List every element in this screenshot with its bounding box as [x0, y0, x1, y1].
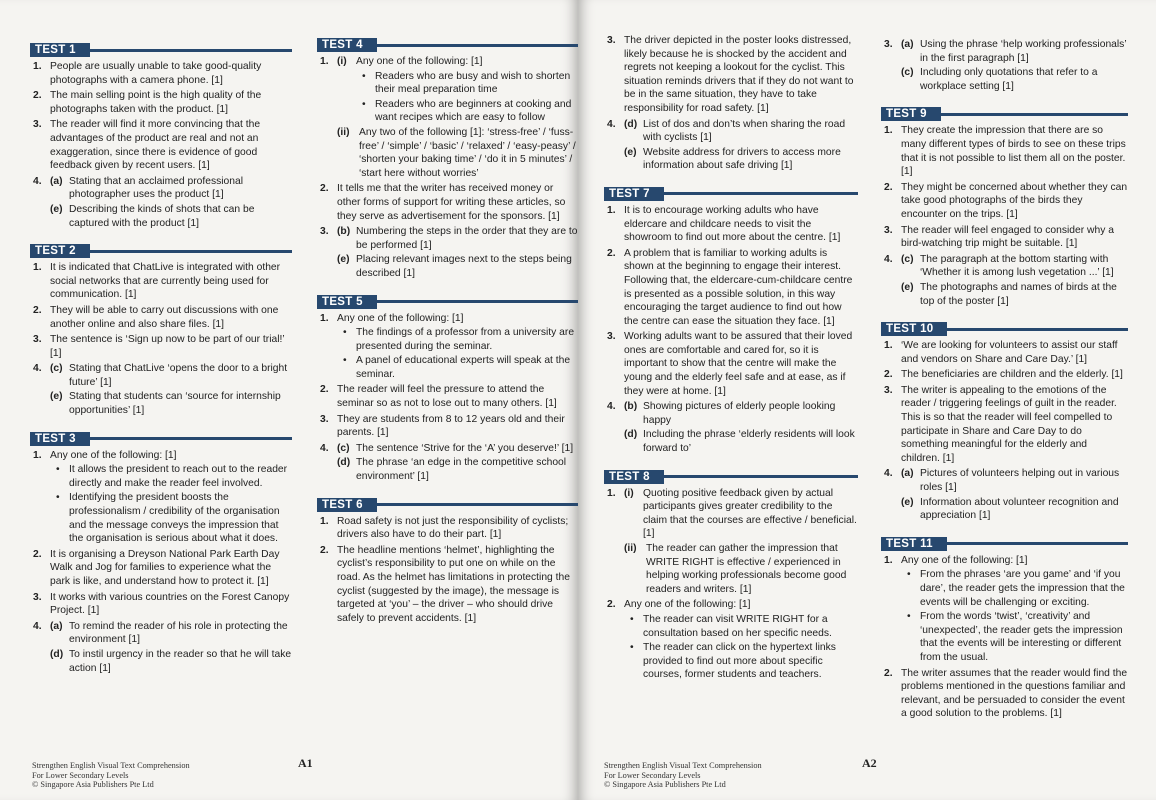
sub-answer	[901, 281, 1128, 308]
sub-answer-text: Pictures of volunteers helping out in various roles [1]	[920, 468, 1120, 494]
sub-answer	[624, 146, 858, 173]
left-column-1	[30, 43, 292, 689]
test-label: TEST 2	[30, 244, 90, 258]
sub-answer	[901, 496, 1128, 523]
answer-text: The writer is appealing to the emotions of the reader / triggering feelings of guilt in the reader. This is so that the reader will feel compelled to participate in Share and Care Day to do something meaningful for the elderly and children. [1]	[901, 384, 1117, 464]
question-item	[30, 60, 292, 87]
answer-text: They might be concerned about whether they can take good photographs of the birds they encounter on the trips. [1]	[901, 181, 1128, 220]
option-label: (ii)	[624, 543, 637, 554]
option-label: (e)	[901, 496, 914, 508]
footer-line: For Lower Secondary Levels	[604, 770, 701, 780]
sub-answer-text: Using the phrase ‘help working professionals’ in the first paragraph [1]	[920, 39, 1127, 64]
header-rule	[90, 437, 292, 440]
sub-answer-text: Website address for drivers to access more information about safe driving [1]	[643, 146, 841, 172]
question-number: 2.	[607, 599, 616, 611]
footer-line: Strengthen English Visual Text Comprehension	[604, 761, 762, 771]
answer-text: The headline mentions ‘helmet’, highlighting the cyclist’s responsibility to put one on while on the road. As the helmet has limitations in protecting the cyclist (suggested by the image), the message is targeted at ‘you’ – the driver – who should drive safely to prevent accidents. [1]	[337, 544, 570, 624]
answer-text: A problem that is familiar to working adults is shown at the beginning to engage their interest. Following that, the eldercare-cum-childcare centre is presented as a possible solution, in this way encouraging the target audience to find out how the centre can ease the situation they face. [1]	[624, 247, 853, 327]
sub-answer-text: List of dos and don’ts when sharing the road with cyclists [1]	[643, 118, 846, 144]
question-number: 1.	[33, 61, 42, 72]
question-item	[317, 182, 578, 223]
question-item	[30, 89, 292, 116]
question-item	[604, 247, 858, 329]
answer-text: Any one of the following: [1]	[901, 554, 1028, 566]
option-label: (i)	[337, 56, 347, 67]
question-number: 3.	[884, 384, 893, 396]
answer-text: Any one of the following: [1]	[337, 312, 464, 324]
test-header	[604, 470, 858, 484]
option-label: (e)	[901, 281, 914, 293]
footer-line: © Singapore Asia Publishers Pte Ltd	[604, 780, 726, 790]
test-header	[881, 322, 1128, 336]
question-number: 3.	[607, 331, 616, 343]
question-number: 4.	[884, 253, 893, 265]
question-number: 4.	[884, 468, 893, 480]
test-label: TEST 3	[30, 432, 90, 446]
footer-right	[604, 761, 762, 790]
answer-text: It is indicated that ChatLive is integrated with other social networks that are currently being used for communication. [1]	[50, 262, 281, 301]
question-number: 3.	[33, 591, 42, 603]
answer-text: The reader will feel the pressure to attend the seminar so as not to lose out to many others. [1]	[337, 384, 557, 410]
page-a2	[578, 0, 1156, 800]
bullet-item: • The reader can click on the hypertext links provided to find out more about specific courses, former students and teachers.	[643, 641, 858, 682]
test-header	[30, 244, 292, 258]
bullet-list	[901, 568, 1128, 664]
bullet-item: • From the words ‘twist’, ‘creativity’ and ‘unexpected’, the reader gets the impression that the events will be interesting or different from the usual.	[920, 610, 1128, 664]
sub-answer-text: The sentence ‘Strive for the ‘A’ you deserve!’ [1]	[356, 442, 574, 454]
sub-answer-text: Stating that students can ‘source for internship opportunities’ [1]	[69, 391, 281, 417]
test-section	[881, 38, 1128, 93]
question-number: 2.	[320, 384, 329, 396]
option-label: (e)	[624, 146, 637, 158]
test-header	[317, 498, 578, 512]
sub-answer	[901, 66, 1128, 93]
question-item	[604, 118, 858, 173]
answer-text: The beneficiaries are children and the elderly. [1]	[901, 369, 1123, 381]
question-item	[317, 225, 578, 280]
option-label: (c)	[337, 442, 350, 454]
option-label: (e)	[337, 254, 350, 266]
footer-left	[32, 761, 190, 790]
sub-answer	[337, 442, 578, 456]
question-item	[317, 55, 578, 180]
option-label: (c)	[50, 363, 63, 375]
question-item	[881, 368, 1128, 382]
question-item	[317, 413, 578, 440]
question-item	[317, 442, 578, 484]
question-item	[30, 620, 292, 675]
question-number: 3.	[33, 334, 42, 346]
header-rule	[941, 113, 1128, 116]
question-number: 1.	[884, 340, 893, 352]
test-header	[30, 432, 292, 446]
question-number: 4.	[33, 620, 42, 632]
question-item	[30, 261, 292, 302]
question-number: 1.	[607, 487, 616, 499]
header-rule	[947, 328, 1128, 331]
header-rule	[947, 542, 1128, 545]
header-rule	[377, 44, 578, 47]
sub-answer-text: Numbering the steps in the order that they are to be performed [1]	[356, 226, 578, 251]
bullet-item: • It allows the president to reach out to the reader directly and make the reader feel involved.	[69, 463, 292, 490]
question-item	[604, 330, 858, 398]
header-rule	[90, 49, 292, 52]
test-section	[317, 295, 578, 484]
sub-answer	[50, 620, 292, 647]
answer-text: It works with various countries on the Forest Canopy Project. [1]	[50, 591, 290, 617]
test-label: TEST 8	[604, 470, 664, 484]
bullet-item: • Readers who are beginners at cooking and want recipes which are easy to follow	[375, 98, 578, 125]
answer-text: They are students from 8 to 12 years old and their parents. [1]	[337, 413, 565, 439]
question-number: 3.	[320, 226, 329, 238]
question-item	[30, 548, 292, 589]
option-label: (a)	[50, 620, 63, 632]
bullet-item: • Readers who are busy and wish to shorten their meal preparation time	[375, 70, 578, 97]
sub-answer	[624, 400, 858, 427]
question-number: 4.	[33, 363, 42, 375]
test-label: TEST 5	[317, 295, 377, 309]
test-label: TEST 1	[30, 43, 90, 57]
answer-text: The driver depicted in the poster looks distressed, likely because he is shocked by the accident and regrets not keeping a lookout for the cyclist. This situation reminds drivers that if they do not want to be in the same situation, they have to take responsibility for road safety. [1]	[624, 35, 854, 114]
sub-answer-text: To remind the reader of his role in protecting the environment [1]	[69, 620, 288, 646]
question-item	[317, 515, 578, 542]
sub-answer-text: Describing the kinds of shots that can be captured with the product [1]	[69, 203, 255, 229]
sub-answer	[901, 38, 1128, 65]
question-item	[881, 467, 1128, 522]
footer-line: © Singapore Asia Publishers Pte Ltd	[32, 780, 154, 790]
test-section	[317, 498, 578, 626]
test-section	[30, 43, 292, 230]
right-column-1	[604, 32, 858, 696]
option-label: (a)	[50, 175, 63, 187]
test-section	[317, 38, 578, 281]
question-number: 2.	[320, 183, 329, 195]
sub-answer-text: Including the phrase ‘elderly residents will look forward to’	[643, 429, 855, 455]
option-label: (e)	[50, 391, 63, 403]
option-label: (b)	[337, 226, 351, 238]
sub-answer	[624, 487, 858, 541]
test-section	[30, 432, 292, 676]
sub-answer	[50, 648, 292, 675]
sub-answer	[337, 253, 578, 280]
page-number: A1	[298, 756, 313, 770]
option-label: (e)	[50, 203, 63, 215]
sub-answer-text: The reader can gather the impression that WRITE RIGHT is effective / experienced in helping working professionals become good readers and writers. [1]	[646, 543, 847, 595]
sub-answer	[901, 467, 1128, 494]
question-number: 2.	[320, 544, 329, 556]
question-number: 3.	[607, 35, 616, 46]
footer-line: Strengthen English Visual Text Comprehension	[32, 761, 190, 771]
question-number: 1.	[320, 515, 329, 527]
sub-answer	[624, 118, 858, 145]
question-number: 2.	[884, 181, 893, 193]
question-item	[881, 124, 1128, 178]
question-item	[604, 598, 858, 682]
test-header	[30, 43, 292, 57]
footer-line: For Lower Secondary Levels	[32, 770, 129, 780]
question-item	[317, 544, 578, 626]
sub-answer-text: Quoting positive feedback given by actual participants gives greater credibility to the claim that the courses are effective / beneficial. [1]	[643, 487, 857, 540]
bullet-item: • From the phrases ‘are you game’ and ‘if you dare’, the reader gets the impression that the events will be challenging or exciting.	[920, 568, 1128, 609]
sub-answer-text: Stating that ChatLive ‘opens the door to a bright future’ [1]	[69, 363, 288, 388]
question-item	[881, 224, 1128, 251]
test-section	[881, 537, 1128, 721]
sub-answer	[337, 55, 578, 125]
question-number: 2.	[33, 304, 42, 316]
question-number: 3.	[884, 224, 893, 236]
question-number: 2.	[884, 369, 893, 381]
option-label: (ii)	[337, 126, 350, 138]
question-number: 1.	[607, 204, 616, 216]
question-number: 2.	[33, 548, 42, 560]
question-item	[881, 38, 1128, 93]
question-item	[604, 34, 858, 116]
question-number: 2.	[607, 247, 616, 259]
question-number: 4.	[607, 118, 616, 130]
answer-text: The writer assumes that the reader would find the problems mentioned in the questions familiar and relevant, and be persuaded to consider the event a good solution to the problems. [1]	[901, 667, 1128, 720]
sub-answer-text: Information about volunteer recognition and appreciation [1]	[920, 496, 1119, 522]
test-header	[317, 295, 578, 309]
question-number: 3.	[320, 413, 329, 425]
test-header	[881, 537, 1128, 551]
question-item	[881, 554, 1128, 665]
answer-text: ‘We are looking for volunteers to assist our staff and vendors on Share and Care Day.’ [1]	[901, 340, 1118, 365]
sub-answer-text: Including only quotations that refer to a workplace setting [1]	[920, 67, 1098, 92]
sub-answer-text: Stating that an acclaimed professional photographer uses the product [1]	[69, 175, 244, 201]
sub-answer-text: Showing pictures of elderly people looking happy	[643, 401, 836, 426]
sub-answer	[50, 203, 292, 230]
question-item	[30, 591, 292, 618]
answer-text: It tells me that the writer has received money or other forms of support for writing these articles, so they serve as advertisement for the sponsors. [1]	[337, 183, 566, 222]
answer-text: It is organising a Dreyson National Park Earth Day Walk and Jog for families to experience what the park is like, and understand how to protect it. [1]	[50, 548, 280, 587]
question-number: 1.	[320, 56, 329, 67]
question-item	[30, 333, 292, 360]
sub-answer-text: The phrase ‘an edge in the competitive school environment’ [1]	[356, 457, 567, 483]
option-label: (d)	[50, 648, 64, 660]
answer-text: It is to encourage working adults who have eldercare and childcare needs to visit the showroom to find out more about the centre. [1]	[624, 204, 841, 244]
sub-answer-text: To instil urgency in the reader so that he will take action [1]	[69, 648, 292, 674]
question-item	[30, 449, 292, 546]
question-number: 4.	[607, 401, 616, 413]
question-item	[604, 204, 858, 245]
sub-answer	[624, 428, 858, 455]
sub-answer	[50, 175, 292, 202]
header-rule	[377, 503, 578, 506]
right-column-2	[881, 36, 1128, 735]
bullet-item: • A panel of educational experts will speak at the seminar.	[356, 354, 578, 381]
test-header	[317, 38, 578, 52]
question-item	[317, 383, 578, 410]
question-number: 4.	[320, 442, 329, 454]
sub-answer	[337, 225, 578, 252]
header-rule	[664, 192, 858, 195]
test-section	[604, 187, 858, 456]
header-rule	[377, 300, 578, 303]
question-item	[881, 253, 1128, 308]
question-number: 1.	[320, 312, 329, 324]
question-number: 1.	[33, 262, 42, 274]
answer-text: The main selling point is the high quality of the photographs taken with the product. [1]	[50, 90, 262, 115]
bullet-list	[337, 326, 578, 381]
option-label: (a)	[901, 468, 914, 480]
answer-text: The sentence is ‘Sign up now to be part of our trial!’ [1]	[50, 334, 285, 359]
bullet-list	[356, 70, 578, 125]
test-label: TEST 10	[881, 322, 947, 336]
test-section	[604, 34, 858, 173]
sub-answer	[337, 126, 578, 180]
sub-answer-text: Placing relevant images next to the steps being described [1]	[356, 254, 572, 279]
left-column-2	[317, 38, 578, 639]
question-item	[30, 304, 292, 331]
bullet-list	[624, 613, 858, 682]
answer-text: Any one of the following: [1]	[50, 449, 177, 461]
option-label: (d)	[624, 429, 638, 441]
question-item	[881, 339, 1128, 366]
question-item	[881, 384, 1128, 466]
test-label: TEST 9	[881, 107, 941, 121]
question-item	[30, 362, 292, 417]
question-item	[30, 175, 292, 230]
answer-text: The reader will feel engaged to consider why a bird-watching trip might be suitable. [1]	[901, 224, 1114, 250]
test-label: TEST 7	[604, 187, 664, 201]
sub-answer	[50, 362, 292, 389]
sub-answer	[901, 253, 1128, 280]
option-label: (d)	[337, 457, 351, 469]
sub-answer-text: The photographs and names of birds at the top of the poster [1]	[920, 281, 1117, 307]
question-item	[317, 312, 578, 382]
sub-answer	[624, 542, 858, 596]
bullet-item: • The findings of a professor from a university are presented during the seminar.	[356, 326, 578, 353]
sub-answer	[337, 456, 578, 483]
bullet-item: • The reader can visit WRITE RIGHT for a consultation based on her specific needs.	[643, 613, 858, 640]
option-label: (a)	[901, 39, 914, 50]
question-number: 1.	[33, 449, 42, 461]
question-number: 3.	[33, 119, 42, 131]
bullet-item: • Identifying the president boosts the professionalism / credibility of the organisation and the message conveys the impression that the organisation is serious about what it does.	[69, 491, 292, 545]
test-section	[881, 107, 1128, 308]
sub-answer-text: Any one of the following: [1]	[356, 56, 483, 67]
test-header	[881, 107, 1128, 121]
question-number: 1.	[884, 554, 893, 566]
option-label: (b)	[624, 401, 638, 413]
question-item	[604, 400, 858, 455]
answer-text: Any one of the following: [1]	[624, 599, 751, 611]
sub-answer	[50, 390, 292, 417]
question-item	[881, 181, 1128, 222]
answer-text: The reader will find it more convincing that the advantages of the product are real and not an exaggeration, since there is evidence of good feedback given by recent users. [1]	[50, 119, 261, 172]
sub-answer-text: The paragraph at the bottom starting with ‘Whether it is among lush vegetation ...’ [1]	[920, 253, 1114, 279]
answer-text: Working adults want to be assured that their loved ones are comfortable and cared for, so it is important to show that the centre will make the young and the elderly feel safe and at ease, as if they were at home. [1]	[624, 331, 853, 397]
test-section	[30, 244, 292, 418]
question-number: 4.	[33, 175, 42, 187]
page-number: A2	[862, 756, 877, 770]
header-rule	[90, 250, 292, 253]
header-rule	[664, 475, 858, 478]
answer-text: They create the impression that there are so many different types of birds to see on these trips that it is not possible to list them all on the poster. [1]	[901, 125, 1126, 178]
test-label: TEST 4	[317, 38, 377, 52]
question-item	[881, 667, 1128, 721]
test-section	[881, 322, 1128, 523]
question-item	[30, 118, 292, 172]
test-label: TEST 6	[317, 498, 377, 512]
option-label: (i)	[624, 487, 634, 499]
question-number: 1.	[884, 125, 893, 137]
question-number: 3.	[884, 39, 893, 50]
question-number: 2.	[884, 667, 893, 679]
bullet-list	[50, 463, 292, 546]
question-item	[604, 487, 858, 597]
test-label: TEST 11	[881, 537, 947, 551]
option-label: (c)	[901, 67, 914, 79]
answer-text: People are usually unable to take good-quality photographs with a camera phone. [1]	[50, 61, 262, 86]
answer-text: They will be able to carry out discussions with one another online and also share files. [1]	[50, 304, 279, 330]
option-label: (c)	[901, 253, 914, 265]
test-header	[604, 187, 858, 201]
answer-text: Road safety is not just the responsibility of cyclists; drivers also have to do their part. [1]	[337, 515, 569, 541]
sub-answer-text: Any two of the following [1]: ‘stress-free’ / ‘fuss-free’ / ‘simple’ / ‘basic’ / ‘relaxed’ / ‘easy-peasy’ / ‘shorten your baking time’ / ‘do it in 5 minutes’ / ‘start here without worries’	[359, 126, 576, 179]
question-number: 2.	[33, 90, 42, 102]
test-section	[604, 470, 858, 682]
option-label: (d)	[624, 118, 638, 130]
